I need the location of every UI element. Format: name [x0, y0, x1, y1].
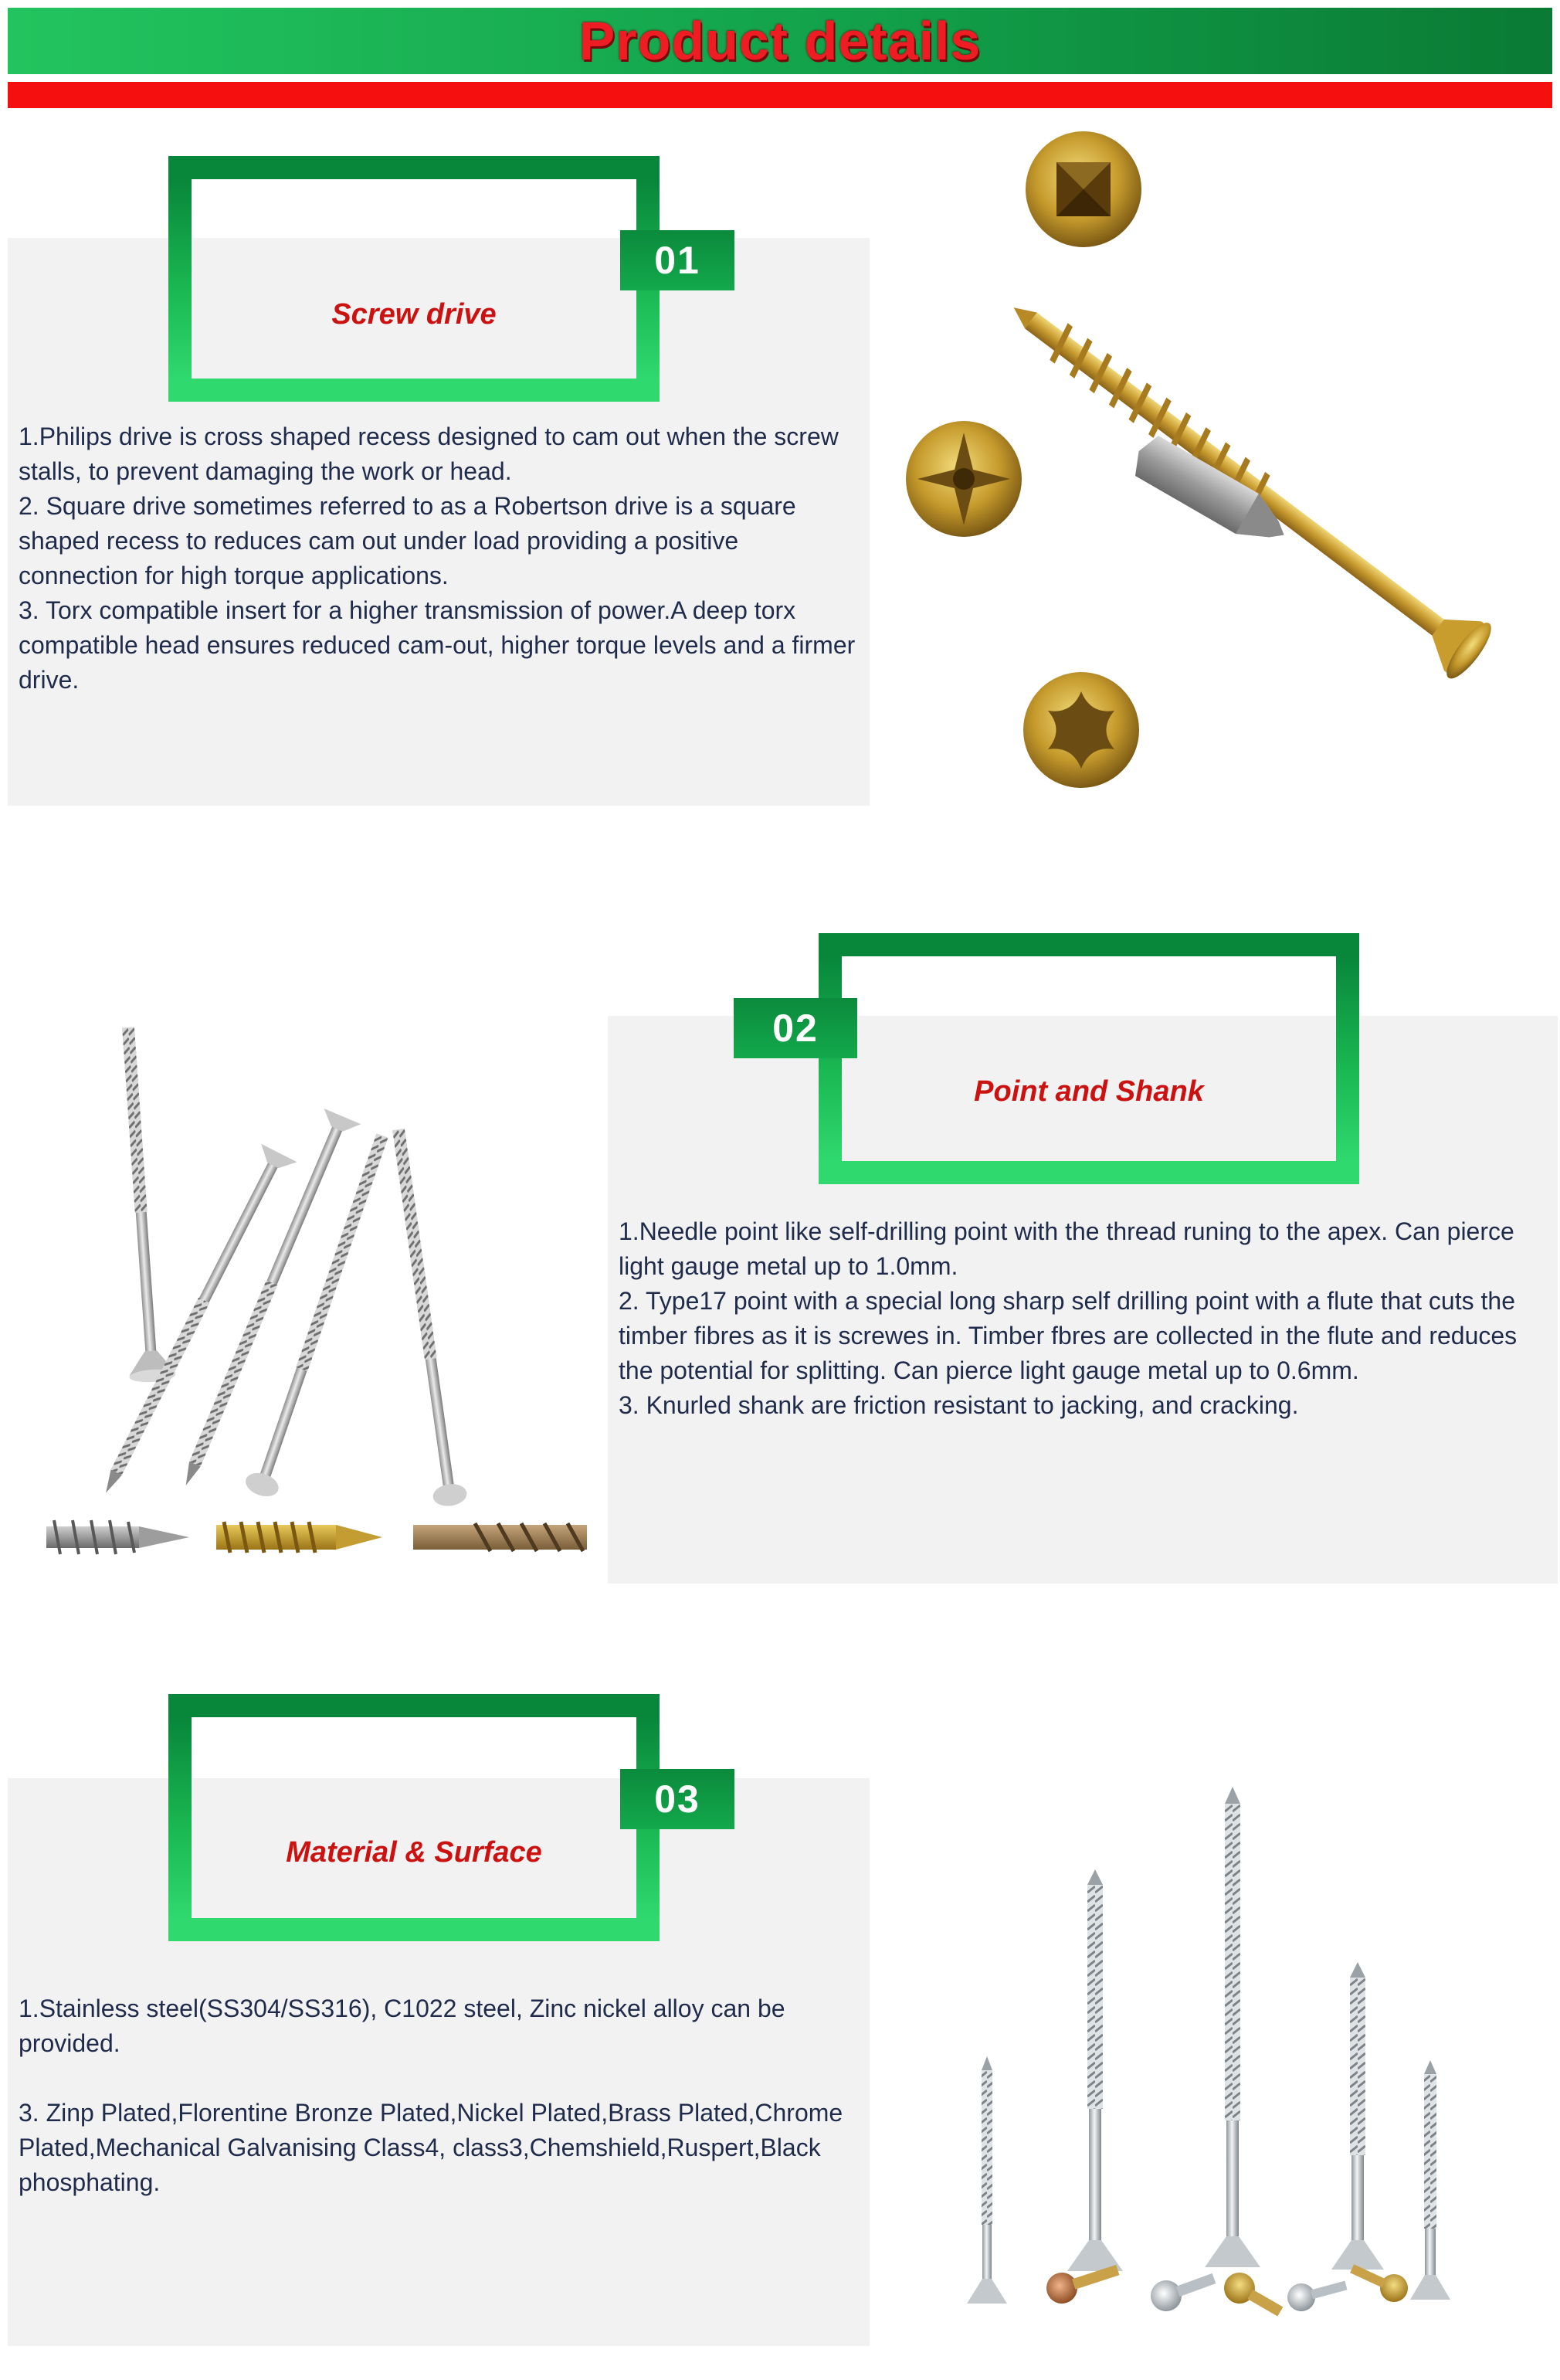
section-03-number-badge: 03: [620, 1769, 734, 1829]
section-03-title: Material & Surface: [286, 1836, 542, 1869]
knurled-shank-closeup-image: [413, 1523, 587, 1551]
section-03-description: 1.Stainless steel(SS304/SS316), C1022 steel, Zinc nickel alloy can be provided. 3. Zinp Plated,Florentine Bronze Plated,Nickel Plated,Brass Plated,Chrome Plated,Mechanical Galvanising Class4, class3,Chemshield,Ruspert,Black phosphating.: [19, 1995, 843, 2196]
section-02-description: 1.Needle point like self-drilling point with the thread runing to the apex. Can pierce light gauge metal up to 1.0mm. 2. Type17 point with a special long sharp self drilling point with a flute that cuts the timber fibres as it is screwes in. Timber fbres are collected in the flute and reduces the potential for splitting. Can pierce light gauge metal up to 0.6mm. 3. Knurled shank are friction resistant to jacking, and cracking.: [619, 1217, 1518, 1419]
section-02-frame: [819, 933, 1359, 1184]
long-screw-1-image: [105, 1026, 176, 1384]
needle-point-closeup-image: [46, 1520, 189, 1554]
page-title: Product details: [578, 11, 982, 71]
point-and-shank-illustration: [39, 1004, 595, 1584]
section-01-frame: [168, 156, 660, 402]
section-02-number-badge: 02: [734, 998, 857, 1058]
section-01-description: 1.Philips drive is cross shaped recess designed to cam out when the screw stalls, to prevent damaging the work or head. 2. Square drive sometimes referred to as a Robertson drive is a square shaped recess to reduces cam out under load providing a positive connection for high torque applications. 3. Torx compatible insert for a higher transmission of power.A deep torx compatible head ensures reduced cam-out, higher torque levels and a firmer drive.: [19, 423, 856, 694]
pozi-drive-head-image: [906, 421, 1022, 537]
screw-drive-illustration: [896, 124, 1552, 803]
torx-drive-head-image: [1023, 672, 1139, 788]
type17-point-closeup-image: [216, 1522, 382, 1553]
long-screw-3-image: [168, 1109, 361, 1493]
zinc-screw-c-image: [1205, 1787, 1260, 2267]
long-screw-5-image: [382, 1127, 468, 1508]
header-red-divider: [8, 82, 1552, 108]
square-drive-head-image: [1026, 131, 1141, 247]
zinc-screw-b-image: [1067, 1869, 1123, 2271]
zinc-screw-a-image: [967, 2056, 1007, 2304]
gold-screw-image: [993, 280, 1498, 684]
zinc-screw-e-image: [1410, 2060, 1450, 2300]
zinc-screw-d-image: [1331, 1962, 1384, 2270]
long-screw-2-image: [88, 1144, 297, 1502]
section-01-title: Screw drive: [331, 298, 497, 331]
section-03-frame: [168, 1694, 660, 1941]
section-02-title: Point and Shank: [974, 1075, 1204, 1108]
material-surface-illustration: [927, 1769, 1514, 2348]
section-01-number-badge: 01: [620, 230, 734, 290]
